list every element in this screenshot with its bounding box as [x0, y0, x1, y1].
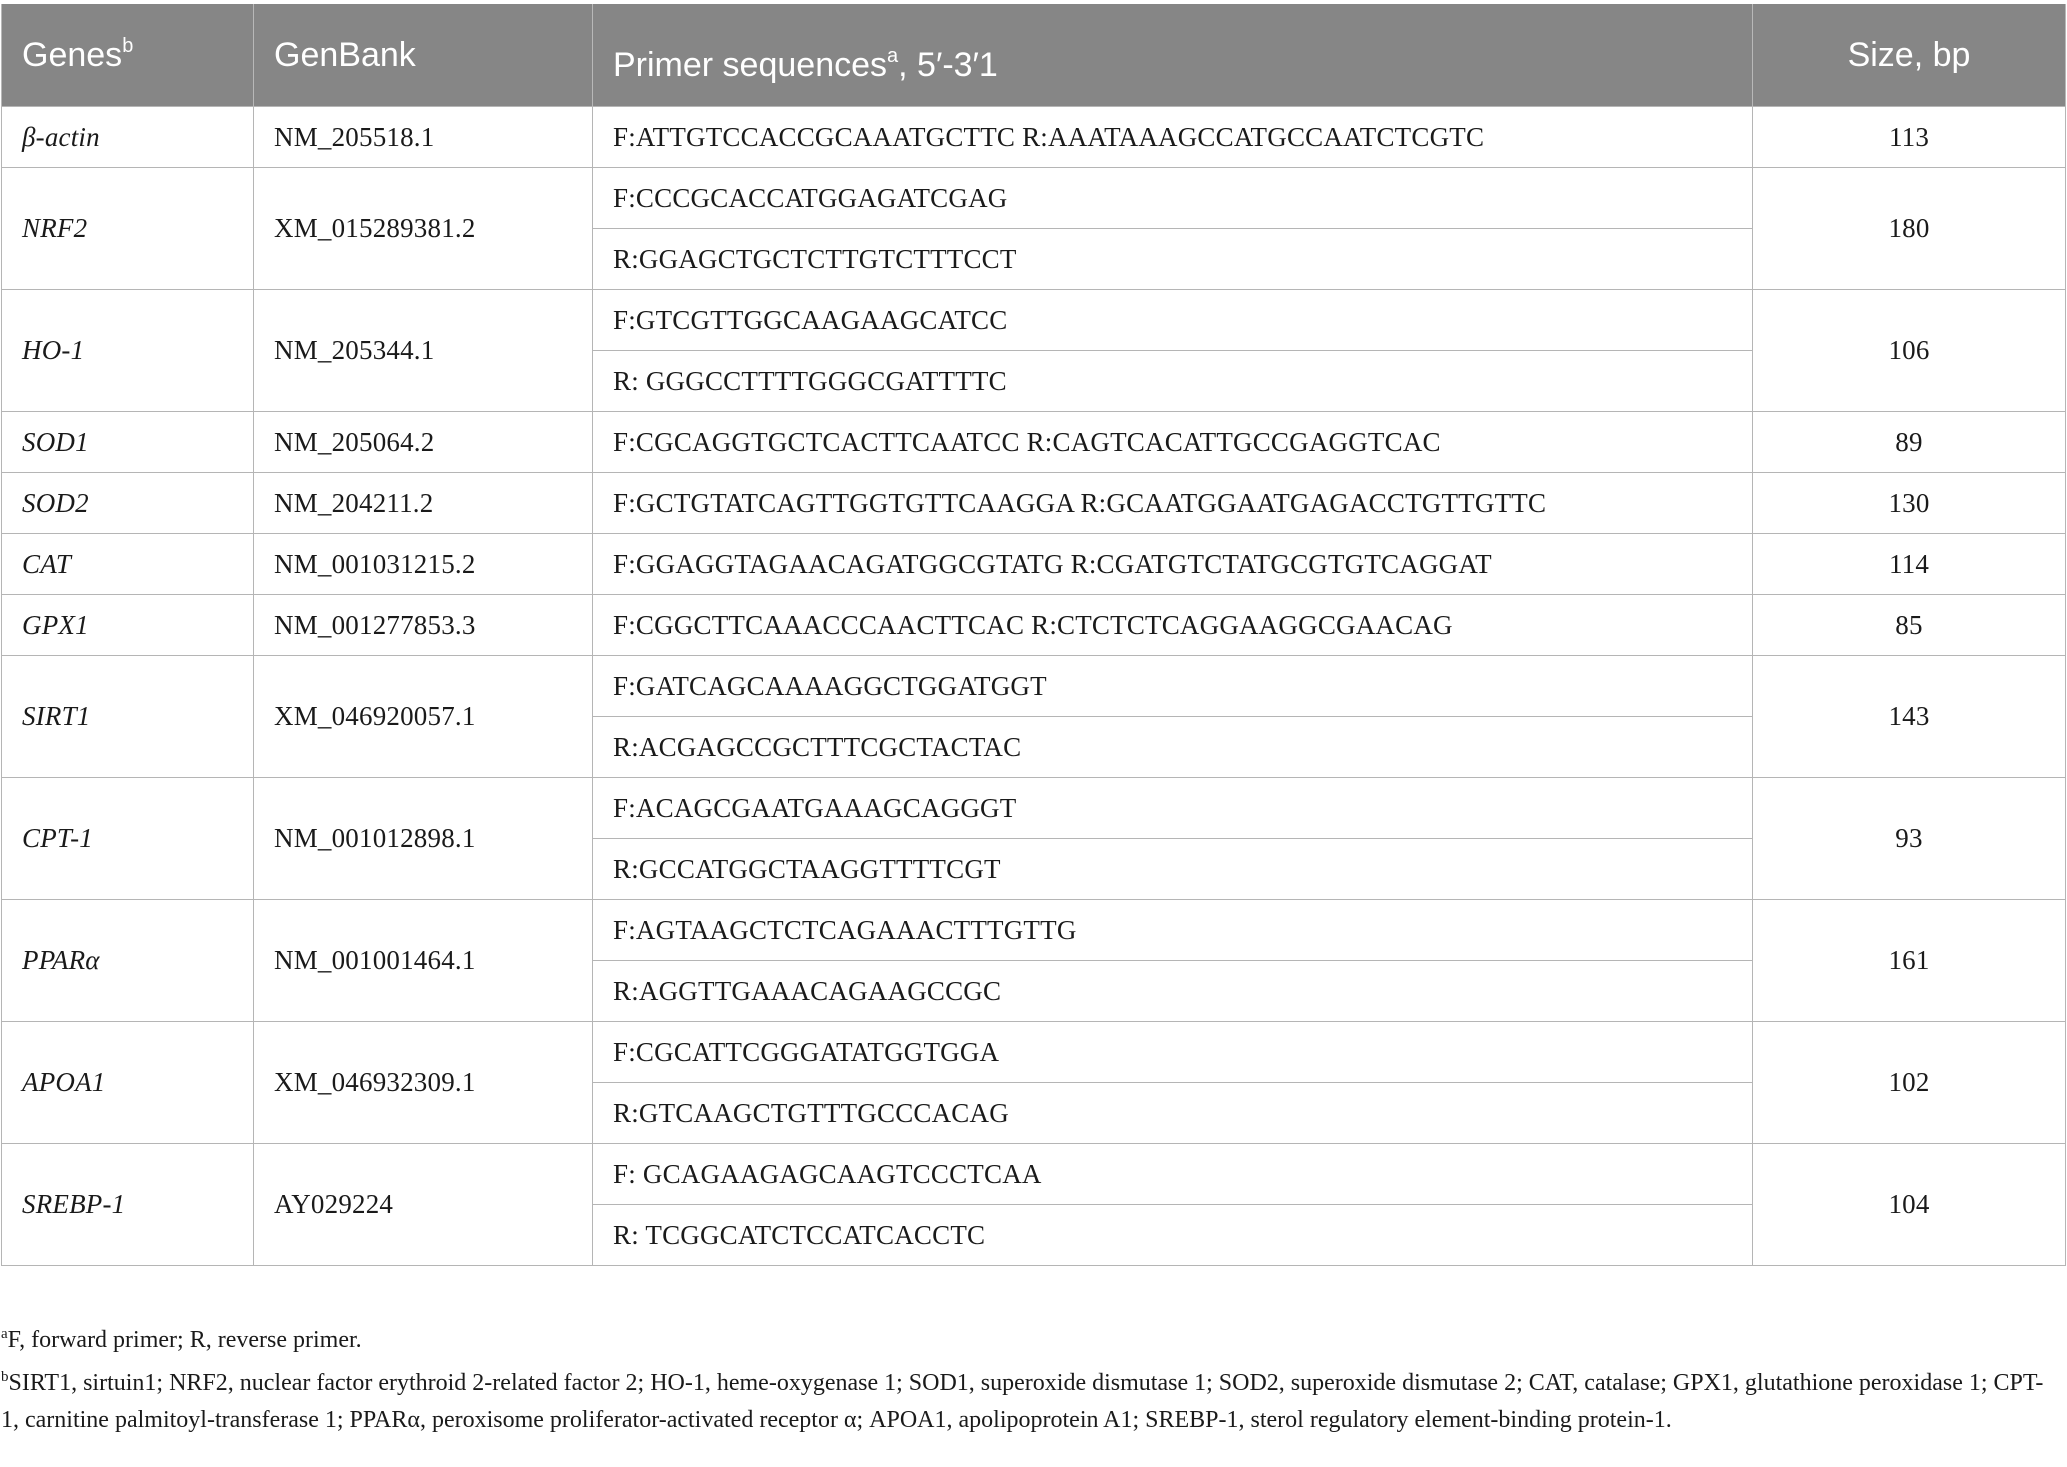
- amplicon-size-cell: 89: [1753, 412, 2066, 473]
- amplicon-size-cell: 180: [1753, 168, 2066, 290]
- gene-name-cell: SREBP-1: [2, 1144, 254, 1266]
- header-genes-footnote-marker: b: [122, 35, 134, 57]
- genbank-accession-cell: NM_001001464.1: [254, 900, 593, 1022]
- table-row: [2, 534, 2066, 595]
- amplicon-size-cell: 93: [1753, 778, 2066, 900]
- gene-name-cell: CAT: [2, 534, 254, 595]
- table-row: [2, 656, 2066, 717]
- footnote-a: [1, 1316, 2051, 1359]
- primer-sequence-cell: F:GCTGTATCAGTTGGTGTTCAAGGA R:GCAATGGAATGAGACCTGTTGTTC: [593, 473, 1753, 534]
- header-primer-sequences: [593, 4, 1753, 107]
- primer-sequence-cell: F:CGCAGGTGCTCACTTCAATCC R:CAGTCACATTGCCGAGGTCAC: [593, 412, 1753, 473]
- primer-sequence-cell: R:ACGAGCCGCTTTCGCTACTAC: [593, 717, 1753, 778]
- table-header: [2, 4, 2066, 107]
- primer-sequence-cell: F:ACAGCGAATGAAAGCAGGGT: [593, 778, 1753, 839]
- primer-sequence-cell: F:CGGCTTCAAACCCAACTTCAC R:CTCTCTCAGGAAGGCGAACAG: [593, 595, 1753, 656]
- genbank-accession-cell: XM_046932309.1: [254, 1022, 593, 1144]
- genbank-accession-cell: XM_046920057.1: [254, 656, 593, 778]
- amplicon-size-cell: 114: [1753, 534, 2066, 595]
- amplicon-size-cell: 85: [1753, 595, 2066, 656]
- primer-sequence-cell: R: GGGCCTTTTGGGCGATTTTC: [593, 351, 1753, 412]
- amplicon-size-cell: 161: [1753, 900, 2066, 1022]
- primer-sequence-cell: R: TCGGCATCTCCATCACCTC: [593, 1205, 1753, 1266]
- header-genes: [2, 4, 254, 107]
- gene-name-cell: NRF2: [2, 168, 254, 290]
- primer-sequence-cell: F:CGCATTCGGGATATGGTGGA: [593, 1022, 1753, 1083]
- primer-sequence-cell: F:AGTAAGCTCTCAGAAACTTTGTTG: [593, 900, 1753, 961]
- gene-name-cell: PPARα: [2, 900, 254, 1022]
- amplicon-size-cell: 130: [1753, 473, 2066, 534]
- amplicon-size-cell: 106: [1753, 290, 2066, 412]
- primer-sequence-cell: R:GGAGCTGCTCTTGTCTTTCCT: [593, 229, 1753, 290]
- genbank-accession-cell: NM_001277853.3: [254, 595, 593, 656]
- primer-sequence-cell: R:GTCAAGCTGTTTGCCCACAG: [593, 1083, 1753, 1144]
- header-size: Size, bp: [1753, 4, 2066, 107]
- footnote-b: [1, 1359, 2051, 1439]
- gene-name-cell: SOD1: [2, 412, 254, 473]
- table-footnotes: [1, 1316, 2051, 1439]
- genbank-accession-cell: NM_205344.1: [254, 290, 593, 412]
- genbank-accession-cell: NM_204211.2: [254, 473, 593, 534]
- primer-sequence-cell: R:GCCATGGCTAAGGTTTTCGT: [593, 839, 1753, 900]
- header-genbank: GenBank: [254, 4, 593, 107]
- amplicon-size-cell: 113: [1753, 107, 2066, 168]
- gene-name-cell: GPX1: [2, 595, 254, 656]
- primer-sequence-cell: F:CCCGCACCATGGAGATCGAG: [593, 168, 1753, 229]
- gene-name-cell: APOA1: [2, 1022, 254, 1144]
- table-row: [2, 412, 2066, 473]
- primer-sequence-cell: F: GCAGAAGAGCAAGTCCCTCAA: [593, 1144, 1753, 1205]
- gene-name-cell: CPT-1: [2, 778, 254, 900]
- header-row: [2, 4, 2066, 107]
- gene-name-cell: β-actin: [2, 107, 254, 168]
- header-primer-orientation: , 5′-3′1: [898, 46, 998, 84]
- genbank-accession-cell: XM_015289381.2: [254, 168, 593, 290]
- amplicon-size-cell: 102: [1753, 1022, 2066, 1144]
- table-row: [2, 290, 2066, 351]
- genbank-accession-cell: NM_205518.1: [254, 107, 593, 168]
- primer-sequence-cell: F:GTCGTTGGCAAGAAGCATCC: [593, 290, 1753, 351]
- gene-name-cell: SOD2: [2, 473, 254, 534]
- primer-sequence-cell: F:ATTGTCCACCGCAAATGCTTC R:AAATAAAGCCATGCCAATCTCGTC: [593, 107, 1753, 168]
- genbank-accession-cell: NM_205064.2: [254, 412, 593, 473]
- header-genes-label: Genes: [22, 36, 123, 74]
- table-row: [2, 778, 2066, 839]
- genbank-accession-cell: NM_001012898.1: [254, 778, 593, 900]
- primer-table: [1, 4, 2066, 1266]
- amplicon-size-cell: 104: [1753, 1144, 2066, 1266]
- gene-name-cell: HO-1: [2, 290, 254, 412]
- footnote-a-marker: a: [1, 1326, 8, 1342]
- table-row: [2, 107, 2066, 168]
- amplicon-size-cell: 143: [1753, 656, 2066, 778]
- header-primer-label: Primer sequences: [613, 46, 888, 84]
- table-row: [2, 1022, 2066, 1083]
- primer-sequence-cell: F:GGAGGTAGAACAGATGGCGTATG R:CGATGTCTATGCGTGTCAGGAT: [593, 534, 1753, 595]
- table-body: [2, 107, 2066, 1266]
- genbank-accession-cell: NM_001031215.2: [254, 534, 593, 595]
- table-row: [2, 900, 2066, 961]
- genbank-accession-cell: AY029224: [254, 1144, 593, 1266]
- table-row: [2, 168, 2066, 229]
- header-primer-footnote-marker: a: [887, 45, 899, 67]
- footnote-a-text: F, forward primer; R, reverse primer.: [7, 1327, 362, 1353]
- table-row: [2, 473, 2066, 534]
- primer-sequence-cell: R:AGGTTGAAACAGAAGCCGC: [593, 961, 1753, 1022]
- table-row: [2, 1144, 2066, 1205]
- primer-sequence-cell: F:GATCAGCAAAAGGCTGGATGGT: [593, 656, 1753, 717]
- footnote-b-marker: b: [1, 1369, 9, 1385]
- gene-name-cell: SIRT1: [2, 656, 254, 778]
- table-row: [2, 595, 2066, 656]
- footnote-b-text: SIRT1, sirtuin1; NRF2, nuclear factor erythroid 2-related factor 2; HO-1, heme-oxygenase 1; SOD1, superoxide dismutase 1; SOD2, superoxide dismutase 2; CAT, catalase; GPX1, glutathione peroxidase 1; CPT-1, carnitine palmitoyl-transferase 1; PPARα, peroxisome proliferator-activated receptor α; APOA1, apolipoprotein A1; SREBP-1, sterol regulatory element-binding protein-1.: [1, 1370, 2044, 1433]
